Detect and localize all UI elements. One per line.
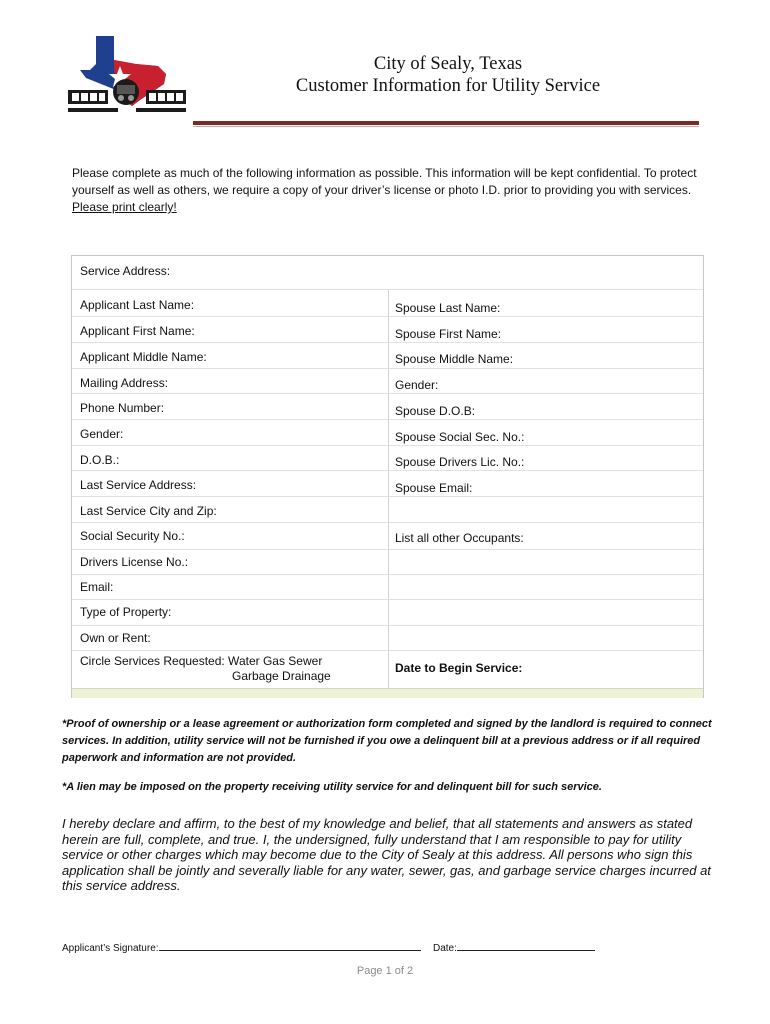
last-service-city-zip-field[interactable]: Last Service City and Zip:: [80, 504, 217, 518]
date-label: Date:: [433, 943, 457, 954]
row-divider: [72, 368, 703, 369]
row-divider: [72, 445, 703, 446]
row-divider: [72, 549, 703, 550]
spouse-first-name-field[interactable]: Spouse First Name:: [395, 327, 502, 341]
row-divider: [72, 289, 703, 290]
services-requested-options-more[interactable]: Garbage Drainage: [232, 669, 331, 683]
row-divider: [72, 496, 703, 497]
services-requested-options[interactable]: Circle Services Requested: Water Gas Sewer: [80, 654, 323, 668]
signature-line[interactable]: [159, 941, 421, 951]
spouse-social-sec-field[interactable]: Spouse Social Sec. No.:: [395, 430, 525, 444]
other-occupants-field[interactable]: List all other Occupants:: [395, 531, 524, 545]
dob-field[interactable]: D.O.B.:: [80, 453, 120, 467]
document-title: City of Sealy, Texas: [373, 54, 523, 74]
form-footer-bar: [72, 688, 703, 698]
texas-star-logo-icon: [66, 30, 188, 122]
row-divider: [72, 650, 703, 651]
header-rule-shadow: [193, 126, 699, 127]
applicant-middle-name-field[interactable]: Applicant Middle Name:: [80, 350, 207, 364]
row-divider: [72, 522, 703, 523]
date-to-begin-service-field[interactable]: Date to Begin Service:: [395, 661, 523, 675]
drivers-license-field[interactable]: Drivers License No.:: [80, 555, 189, 569]
row-divider: [72, 342, 703, 343]
spouse-middle-name-field[interactable]: Spouse Middle Name:: [395, 352, 514, 366]
document-subtitle: Customer Information for Utility Service: [295, 76, 601, 96]
social-security-field[interactable]: Social Security No.:: [80, 529, 185, 543]
intro-text: Please complete as much of the following information as possible. This information will be kept confidential. To protect yourself as well as others, we require a copy of your driver’s license or photo I.D. prior to providing you with services.: [72, 166, 697, 197]
customer-info-form: [71, 255, 704, 698]
lien-note: *A lien may be imposed on the property receiving utility service for and delinquent bill for such service.: [62, 781, 602, 793]
date-line[interactable]: [457, 941, 595, 951]
print-clearly-note: Please print clearly!: [72, 200, 177, 214]
proof-of-ownership-note: *Proof of ownership or a lease agreement or authorization form completed and signed by the landlord is required to connect services. In addition, utility service will not be furnished if you owe a delinquent bill at a previous address or if all required paperwork and information are not provided.: [62, 718, 712, 764]
applicant-last-name-field[interactable]: Applicant Last Name:: [80, 298, 195, 312]
row-divider: [72, 393, 703, 394]
phone-number-field[interactable]: Phone Number:: [80, 401, 165, 415]
spouse-dob-field[interactable]: Spouse D.O.B:: [395, 404, 476, 418]
gender-field[interactable]: Gender:: [80, 427, 124, 441]
page-number: Page 1 of 2: [356, 965, 414, 977]
last-service-address-field[interactable]: Last Service Address:: [80, 478, 197, 492]
header-rule: [193, 121, 699, 125]
applicant-first-name-field[interactable]: Applicant First Name:: [80, 324, 195, 338]
row-divider: [72, 470, 703, 471]
row-divider: [72, 574, 703, 575]
row-divider: [72, 419, 703, 420]
row-divider: [72, 625, 703, 626]
declaration-paragraph: I hereby declare and affirm, to the best of my knowledge and belief, that all statements and answers as stated herein are full, complete, and true. I, the undersigned, fully understand that I am responsible to pay for utility service or other charges which may become due to the City of Sealy at this address. All persons who sign this application shall be jointly and severally liable for any water, sewer, gas, and garbage service charges incurred at this service address.: [62, 816, 711, 893]
signature-label: Applicant’s Signature:: [62, 943, 159, 954]
column-divider: [388, 289, 389, 688]
spouse-last-name-field[interactable]: Spouse Last Name:: [395, 301, 501, 315]
row-divider: [72, 599, 703, 600]
signature-date-field[interactable]: [433, 941, 595, 954]
service-address-field[interactable]: Service Address:: [80, 264, 171, 278]
row-divider: [72, 316, 703, 317]
own-or-rent-field[interactable]: Own or Rent:: [80, 631, 151, 645]
mailing-address-field[interactable]: Mailing Address:: [80, 376, 169, 390]
intro-paragraph: [72, 165, 706, 216]
spouse-drivers-lic-field[interactable]: Spouse Drivers Lic. No.:: [395, 455, 525, 469]
applicant-signature-field[interactable]: [62, 941, 421, 954]
spouse-gender-field[interactable]: Gender:: [395, 378, 439, 392]
spouse-email-field[interactable]: Spouse Email:: [395, 481, 473, 495]
email-field[interactable]: Email:: [80, 580, 114, 594]
city-of-sealy-logo: [66, 30, 188, 122]
type-of-property-field[interactable]: Type of Property:: [80, 605, 172, 619]
